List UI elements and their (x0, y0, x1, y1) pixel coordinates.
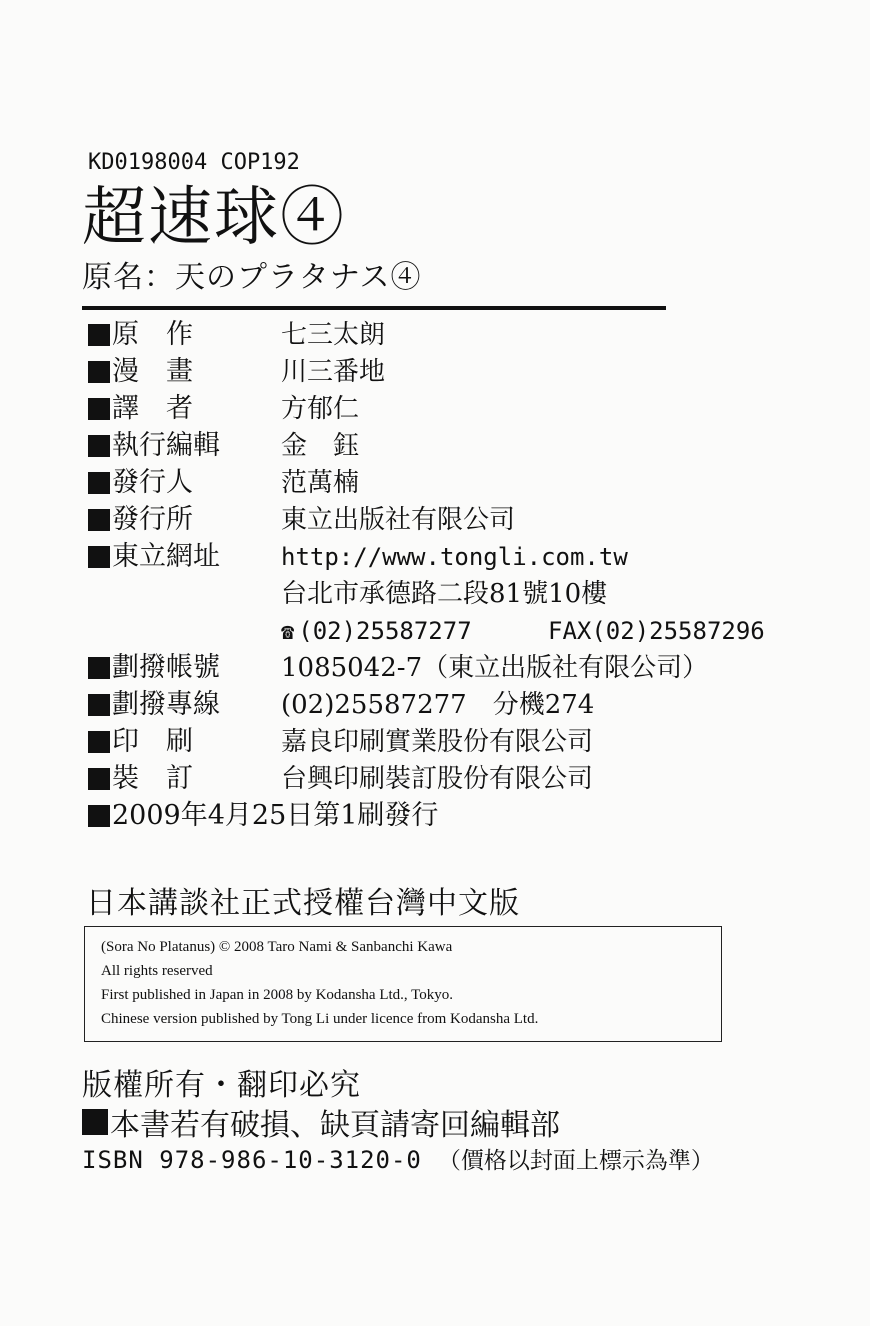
price-note: （價格以封面上標示為準） (437, 1148, 714, 1174)
bullet-square-icon (88, 509, 110, 531)
colophon-value: (02)25587277 分機274 (281, 690, 595, 720)
colophon-label: 發行人 (112, 467, 193, 498)
colophon-label: 劃撥帳號 (112, 652, 220, 683)
bullet-square-icon (88, 435, 110, 457)
bullet-square-icon (82, 1109, 108, 1135)
colophon-value: 1085042-7（東立出版社有限公司） (281, 653, 709, 683)
publisher-address: 台北市承德路二段81號10樓 (281, 579, 608, 609)
telephone-icon: ☎ (281, 620, 295, 645)
colophon-value: 金 鈺 (281, 431, 360, 461)
colophon-label: 原 作 (112, 319, 193, 350)
colophon-value: 方郁仁 (281, 394, 360, 424)
license-line: Chinese version published by Tong Li under licence from Kodansha Ltd. (101, 1011, 539, 1027)
bullet-square-icon (88, 398, 110, 420)
colophon-value: 台興印刷裝訂股份有限公司 (281, 764, 594, 794)
bullet-square-icon (88, 694, 110, 716)
bullet-square-icon (88, 805, 110, 827)
colophon-value: 范萬楠 (281, 468, 360, 498)
colophon-label: 執行編輯 (112, 430, 220, 461)
bullet-square-icon (88, 324, 110, 346)
book-title: 超速球④ (82, 181, 346, 255)
license-line: All rights reserved (101, 963, 213, 979)
bullet-square-icon (88, 361, 110, 383)
bullet-square-icon (88, 472, 110, 494)
damaged-notice (82, 1100, 560, 1144)
phone-line (281, 613, 472, 651)
bullet-square-icon (88, 546, 110, 568)
isbn-line (82, 1142, 714, 1175)
publish-date: 2009年4月25日第1刷發行 (112, 800, 439, 831)
license-line: (Sora No Platanus) © 2008 Taro Nami & Sanbanchi Kawa (101, 939, 453, 955)
colophon-value: 川三番地 (281, 357, 386, 387)
colophon-value: 嘉良印刷實業股份有限公司 (281, 727, 594, 757)
colophon-label: 漫 畫 (112, 356, 193, 387)
phone-number: (02)25587277 (298, 617, 472, 645)
rights-notice: 版權所有・翻印必究 (82, 1068, 361, 1103)
original-title: 原名：天のプラタナス④ (82, 260, 422, 295)
colophon-label: 印 刷 (112, 726, 193, 757)
colophon-label: 譯 者 (112, 393, 193, 424)
colophon-value: 七三太朗 (281, 320, 386, 350)
colophon-value: 東立出版社有限公司 (281, 505, 516, 535)
license-box (84, 926, 722, 1042)
license-heading: 日本講談社正式授權台灣中文版 (86, 886, 520, 921)
bullet-square-icon (88, 731, 110, 753)
divider-rule (82, 306, 666, 310)
colophon-label: 東立網址 (112, 541, 220, 572)
fax-number: FAX(02)25587296 (548, 617, 765, 645)
isbn-number: ISBN 978-986-10-3120-0 (82, 1146, 422, 1174)
colophon-label: 裝 訂 (112, 763, 193, 794)
license-line: First published in Japan in 2008 by Kodansha Ltd., Tokyo. (101, 987, 453, 1003)
website-url[interactable]: http://www.tongli.com.tw (281, 543, 628, 571)
bullet-square-icon (88, 768, 110, 790)
colophon-label: 劃撥專線 (112, 689, 220, 720)
bullet-square-icon (88, 657, 110, 679)
damaged-notice-text: 本書若有破損、缺頁請寄回編輯部 (110, 1108, 560, 1143)
colophon-label: 發行所 (112, 504, 193, 535)
product-code: KD0198004 COP192 (88, 150, 300, 175)
